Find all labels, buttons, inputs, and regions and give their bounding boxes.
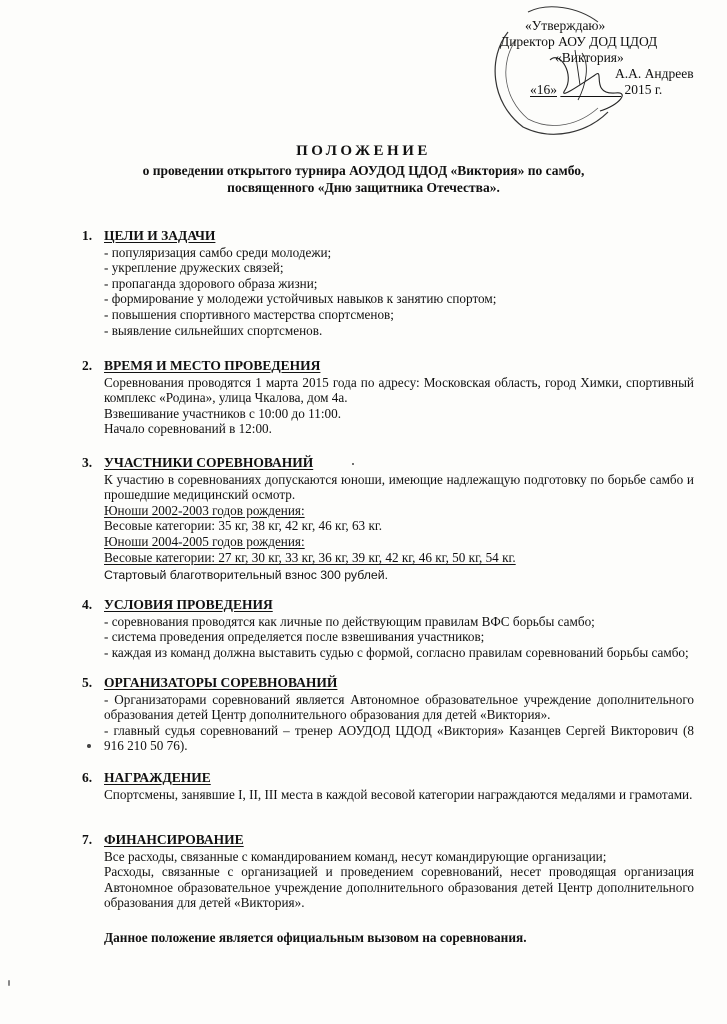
approval-date — [500, 82, 700, 98]
section-title: ФИНАНСИРОВАНИЕ — [104, 832, 244, 847]
section-title: УСЛОВИЯ ПРОВЕДЕНИЯ — [104, 597, 273, 612]
list-item: - пропаганда здорового образа жизни; — [104, 275, 318, 291]
section-awards — [82, 770, 694, 802]
section-time-place — [82, 358, 694, 437]
closing-statement: Данное положение является официальным вызовом на соревнования. — [104, 930, 527, 945]
section-heading — [82, 358, 694, 374]
section-heading — [82, 597, 694, 613]
paragraph: Соревнования проводятся 1 марта 2015 года по адресу: Московская область, город Химки, спортивный комплекс «Родина», улица Чкалова, дом 4а. — [104, 374, 694, 406]
list-item: - выявление сильнейших спортсменов. — [104, 322, 323, 338]
section-number: 5. — [82, 675, 93, 690]
approval-date-day: «16» — [530, 82, 557, 97]
document-header — [0, 142, 727, 196]
section-heading — [82, 455, 694, 471]
section-participants — [82, 455, 694, 584]
weight-categories: Весовые категории: 35 кг, 38 кг, 42 кг, 46 кг, 63 кг. — [104, 518, 383, 534]
list-item: - соревнования проводятся как личные по действующим правилам ВФС борьбы самбо; — [104, 613, 595, 629]
section-heading — [82, 832, 694, 848]
approval-director-name: А.А. Андреев — [615, 66, 694, 81]
approval-date-month-blank — [560, 82, 621, 97]
section-number: 3. — [82, 455, 93, 470]
section-title: УЧАСТНИКИ СОРЕВНОВАНИЙ — [104, 455, 314, 470]
scan-speck — [87, 744, 91, 748]
age-group-heading: Юноши 2004-2005 годов рождения: — [104, 533, 305, 549]
list-item: - главный судья соревнований – тренер АОУДОД ЦДОД «Виктория» Казанцев Сергей Викторович (8 916 210 50 76). — [104, 722, 694, 754]
list-item: - повышения спортивного мастерства спортсменов; — [104, 306, 394, 322]
section-number: 2. — [82, 358, 93, 373]
section-number: 1. — [82, 228, 93, 243]
paragraph: К участию в соревнованиях допускаются юноши, имеющие надлежащую подготовку по борьбе самбо и прошедшие медицинский осмотр. — [104, 471, 694, 503]
list-item: - каждая из команд должна выставить судью с формой, согласно правилам соревнований борьбы самбо; — [104, 644, 689, 660]
section-goals — [82, 228, 694, 338]
scan-speck — [8, 980, 10, 986]
list-item: - Организаторами соревнований является Автономное образовательное учреждение дополнительного образования детей Центр дополнительного образования для детей «Виктория». — [104, 691, 694, 723]
section-financing — [82, 832, 694, 911]
section-conditions — [82, 597, 694, 660]
section-number: 4. — [82, 597, 93, 612]
paragraph: Все расходы, связанные с командированием команд, несут командирующие организации; — [104, 848, 607, 864]
paragraph: Взвешивание участников с 10:00 до 11:00. — [104, 405, 341, 421]
weight-categories: Весовые категории: 27 кг, 30 кг, 33 кг, 36 кг, 39 кг, 42 кг, 46 кг, 50 кг, 54 кг. — [104, 549, 516, 565]
approval-block — [500, 18, 700, 98]
list-item: - система проведения определяется после взвешивания участников; — [104, 629, 485, 645]
approval-date-year: 2015 г. — [624, 82, 663, 97]
list-item: - укрепление дружеских связей; — [104, 260, 284, 276]
section-title: ОРГАНИЗАТОРЫ СОРЕВНОВАНИЙ — [104, 675, 338, 690]
section-title: ЦЕЛИ И ЗАДАЧИ — [104, 228, 216, 243]
document-title: ПОЛОЖЕНИЕ — [296, 143, 431, 159]
scan-speck — [352, 463, 354, 465]
approval-line-1: «Утверждаю» — [525, 18, 606, 33]
section-heading — [82, 228, 694, 244]
section-organizers — [82, 675, 694, 754]
list-item: - популяризация самбо среди молодежи; — [104, 244, 332, 260]
paragraph: Начало соревнований в 12:00. — [104, 421, 272, 437]
section-number: 7. — [82, 832, 93, 847]
paragraph: Расходы, связанные с организацией и проведением соревнований, несет проводящая организация Автономное образовательное учреждение дополнительного образования детей Центр дополнительного образования для детей «Виктория». — [104, 864, 694, 911]
approval-line-2: Директор АОУ ДОД ЦДОД — [500, 34, 658, 49]
section-title: ВРЕМЯ И МЕСТО ПРОВЕДЕНИЯ — [104, 358, 321, 373]
approval-line-3: «Виктория» — [555, 50, 624, 65]
document-subtitle-line-1: о проведении открытого турнира АОУДОД ЦДОД «Виктория» по самбо, — [142, 163, 585, 178]
list-item: - формирование у молодежи устойчивых навыков к занятию спортом; — [104, 291, 497, 307]
section-heading — [82, 675, 694, 691]
age-group-heading: Юноши 2002-2003 годов рождения: — [104, 502, 305, 518]
section-heading — [82, 770, 694, 786]
section-number: 6. — [82, 770, 93, 785]
paragraph: Спортсмены, занявшие I, II, III места в каждой весовой категории награждаются медалями и грамотами. — [104, 786, 693, 802]
section-title: НАГРАЖДЕНИЕ — [104, 770, 211, 785]
entry-fee-note: Стартовый благотворительный взнос 300 рублей. — [104, 568, 388, 583]
document-subtitle-line-2: посвященного «Дню защитника Отечества». — [227, 180, 500, 195]
